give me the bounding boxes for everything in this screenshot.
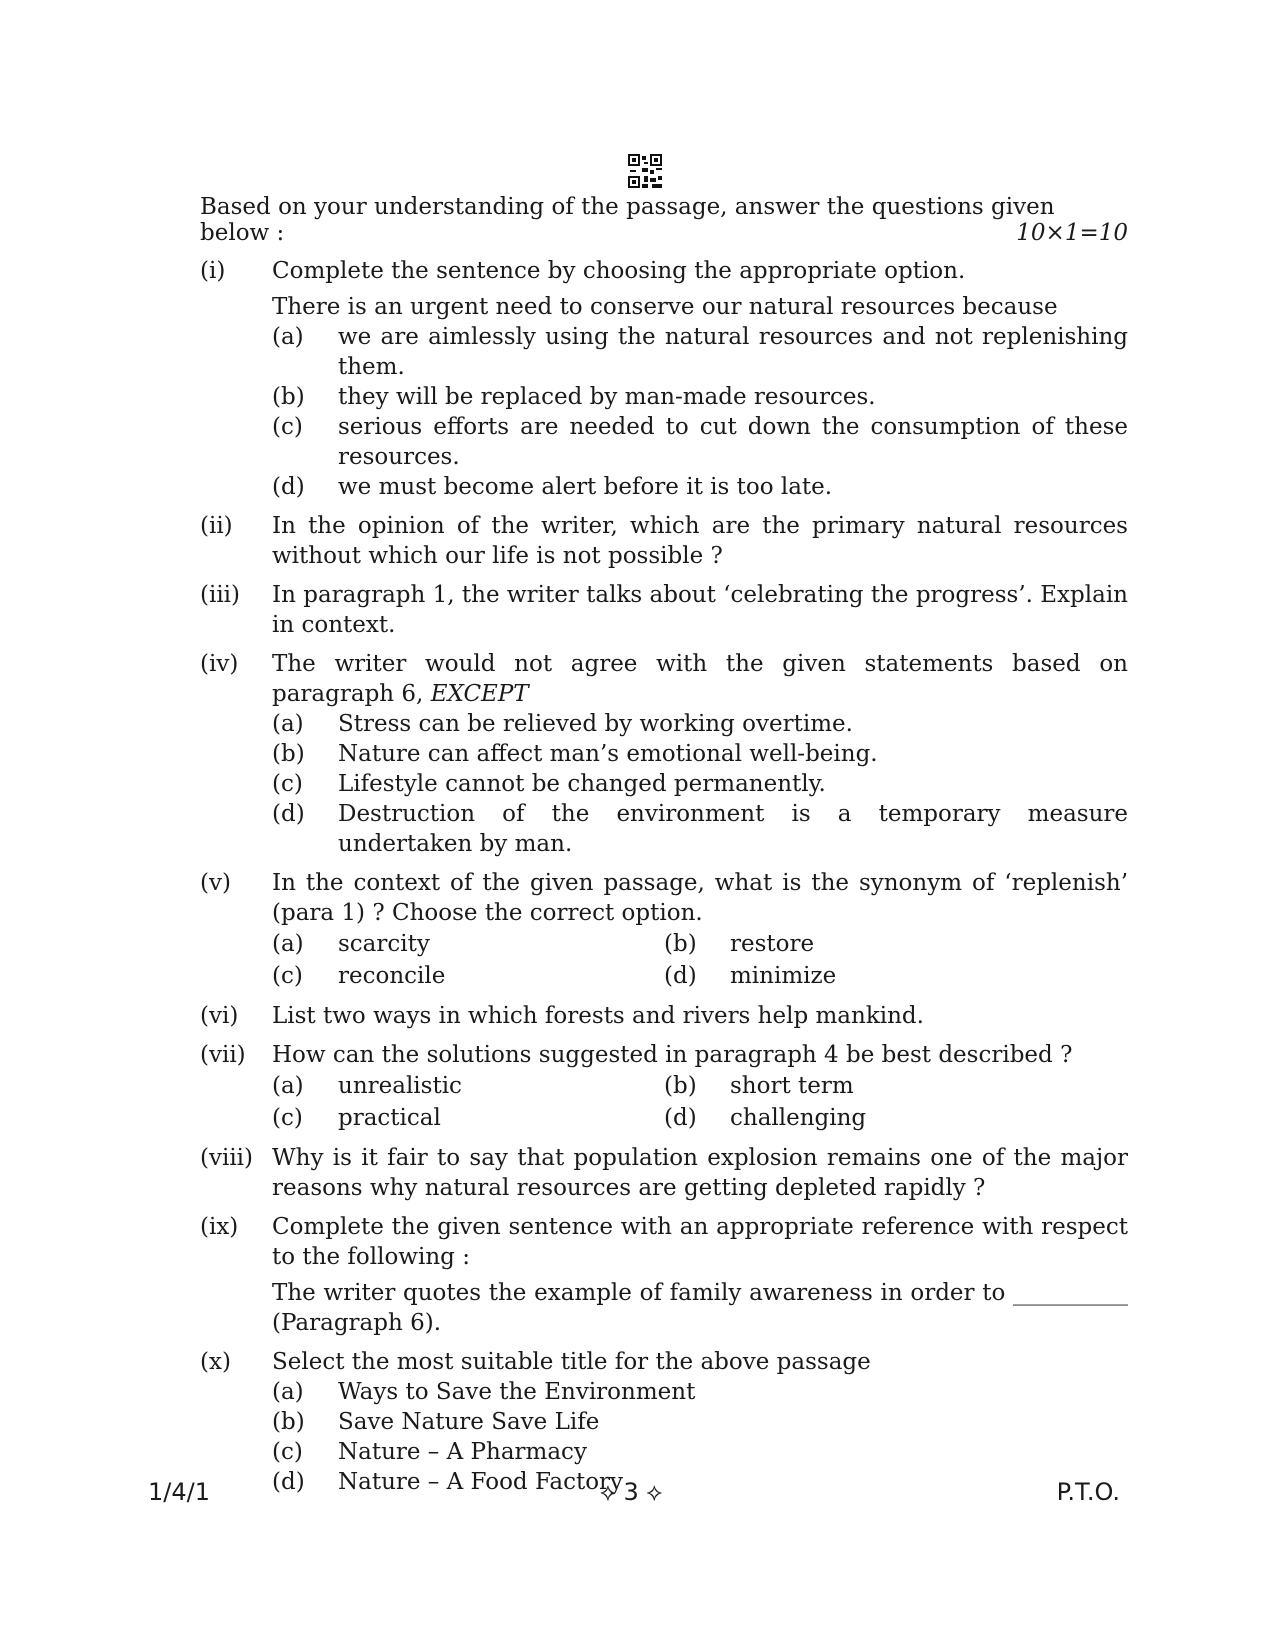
option-d: (d) we must become alert before it is too late. <box>272 474 833 500</box>
question-4 <box>200 649 1128 859</box>
emphasis-text: EXCEPT <box>430 681 529 707</box>
question-number: (v) <box>200 870 231 896</box>
option-a: (a) we are aimlessly using the natural resources and not replenishing them. <box>272 324 1128 380</box>
option-b: (b) they will be replaced by man-made resources. <box>272 384 876 410</box>
question-5 <box>200 868 1128 992</box>
question-text: In paragraph 1, the writer talks about ‘celebrating the progress’. Explain in context. <box>272 582 1128 638</box>
question-number: (i) <box>200 258 226 284</box>
option-b: (b) restore <box>664 931 815 957</box>
question-text: In the opinion of the writer, which are the primary natural resources without which our life is not possible ? <box>272 513 1128 569</box>
page-footer <box>0 1478 1275 1512</box>
question-stem: The writer quotes the example of family awareness in order to __________ (Paragraph 6). <box>272 1280 1128 1336</box>
option-a: (a) Ways to Save the Environment <box>272 1379 696 1405</box>
instructions-continued: below : <box>200 220 285 246</box>
question-10 <box>200 1347 1128 1497</box>
question-text: The writer would not agree with the given statements based on paragraph 6, <box>272 651 1128 707</box>
option-b: (b) short term <box>664 1073 854 1099</box>
option-b: (b) Save Nature Save Life <box>272 1409 600 1435</box>
question-number: (vi) <box>200 1003 239 1029</box>
question-stem: There is an urgent need to conserve our natural resources because <box>272 294 1058 320</box>
paper-code: 1/4/1 <box>148 1478 210 1506</box>
question-text: Select the most suitable title for the above passage <box>272 1349 871 1375</box>
pto-label: P.T.O. <box>1056 1478 1120 1506</box>
question-text: Why is it fair to say that population explosion remains one of the major reasons why natural resources are getting depleted rapidly ? <box>272 1145 1128 1201</box>
question-text: Complete the given sentence with an appropriate reference with respect to the following : <box>272 1214 1128 1270</box>
option-c: (c) Nature – A Pharmacy <box>272 1439 587 1465</box>
option-a: (a) Stress can be relieved by working overtime. <box>272 711 853 737</box>
option-c: (c) Lifestyle cannot be changed permanently. <box>272 771 826 797</box>
question-number: (x) <box>200 1349 231 1375</box>
instructions: Based on your understanding of the passage, answer the questions given <box>200 194 1055 220</box>
question-6 <box>200 1001 1128 1031</box>
qr-code-icon <box>628 154 662 188</box>
option-d: (d) Nature – A Food Factory <box>272 1469 624 1495</box>
question-number: (vii) <box>200 1042 246 1068</box>
question-number: (ii) <box>200 513 233 539</box>
question-text: In the context of the given passage, what is the synonym of ‘replenish’ (para 1) ? Choose the correct option. <box>272 870 1128 926</box>
question-number: (iii) <box>200 582 241 608</box>
question-number: (viii) <box>200 1145 254 1171</box>
option-c: (c) serious efforts are needed to cut down the consumption of these resources. <box>272 414 1128 470</box>
option-a: (a) unrealistic <box>272 1073 462 1099</box>
option-a: (a) scarcity <box>272 931 430 957</box>
marks-allocation: 10×1=10 <box>1016 220 1128 246</box>
option-c: (c) practical <box>272 1105 441 1131</box>
question-8 <box>200 1143 1128 1203</box>
option-d: (d) minimize <box>664 963 837 989</box>
question-3 <box>200 580 1128 640</box>
option-d: (d) challenging <box>664 1105 867 1131</box>
question-2 <box>200 511 1128 571</box>
option-b: (b) Nature can affect man’s emotional well-being. <box>272 741 878 767</box>
question-text: How can the solutions suggested in paragraph 4 be best described ? <box>272 1042 1073 1068</box>
page-number: ⟡ 3 ⟡ <box>600 1478 663 1506</box>
option-c: (c) reconcile <box>272 963 446 989</box>
question-number: (iv) <box>200 651 239 677</box>
question-number: (ix) <box>200 1214 239 1240</box>
question-1 <box>200 256 1128 502</box>
question-7 <box>200 1040 1128 1134</box>
question-text: Complete the sentence by choosing the appropriate option. <box>272 258 966 284</box>
option-d: (d) Destruction of the environment is a temporary measure undertaken by man. <box>272 801 1128 857</box>
question-text: List two ways in which forests and rivers help mankind. <box>272 1003 924 1029</box>
question-9 <box>200 1212 1128 1338</box>
question-section <box>200 194 1128 1497</box>
